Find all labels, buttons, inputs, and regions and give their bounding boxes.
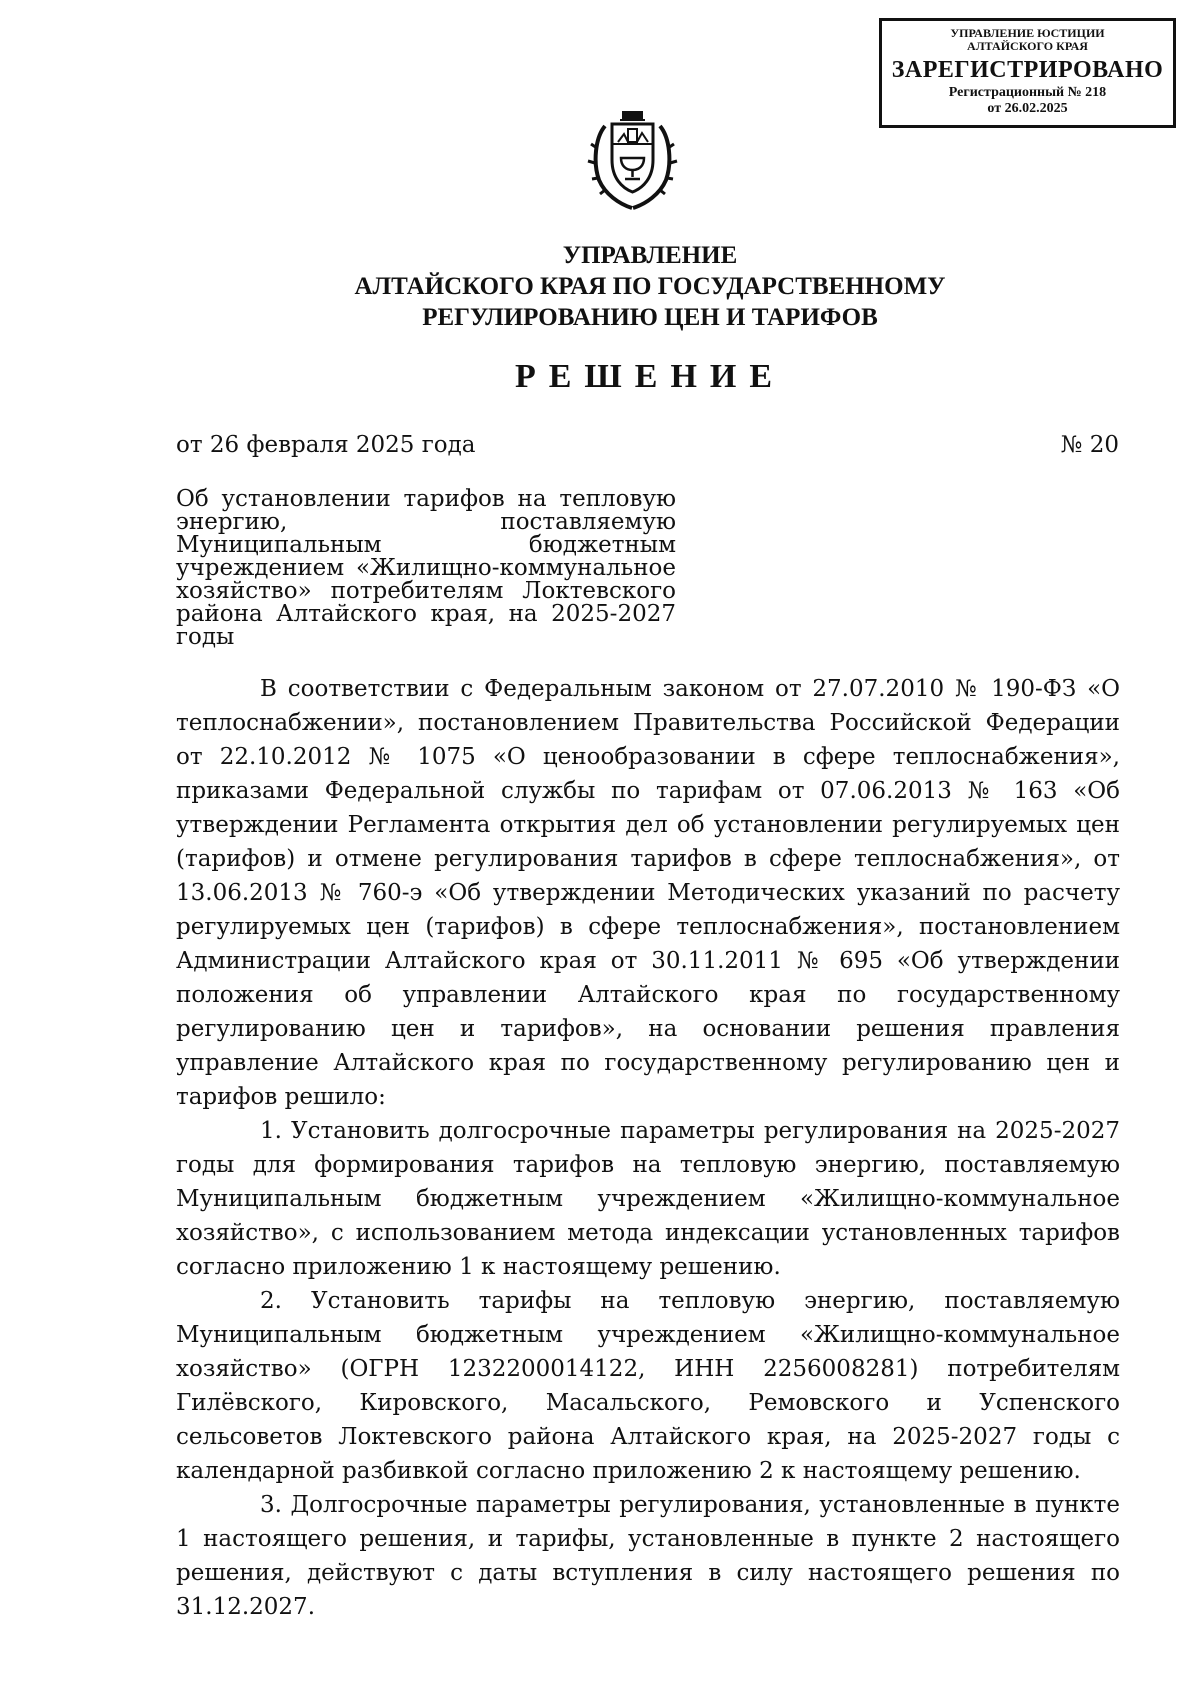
registration-stamp	[879, 18, 1176, 128]
document-title: РЕШЕНИЕ	[514, 358, 786, 395]
authority-line3: РЕГУЛИРОВАНИЮ ЦЕН И ТАРИФОВ	[422, 304, 878, 331]
document-body	[176, 672, 1120, 1624]
stamp-reg-number: Регистрационный № 218	[948, 85, 1107, 100]
stamp-authority-line1: УПРАВЛЕНИЕ ЮСТИЦИИ	[950, 26, 1105, 40]
clause-1: 1. Установить долгосрочные параметры регулирования на 2025-2027 годы для формирования тарифов на тепловую энергию, поставляемую Муниципальным бюджетным учреждением «Жилищно-коммунальное хозяйство», с использованием метода индексации установленных тарифов согласно приложению 1 к настоящему решению.	[176, 1118, 1120, 1280]
document-number: № 20	[1060, 432, 1119, 458]
issuing-authority	[150, 240, 1150, 333]
preamble-paragraph: В соответствии с Федеральным законом от 27.07.2010 № 190-ФЗ «О теплоснабжении», постановлением Правительства Российской Федерации от 22.10.2012 № 1075 «О ценообразовании в сфере теплоснабжения», приказами Федеральной службы по тарифам от 07.06.2013 № 163 «Об утверждении Регламента открытия дел об установлении регулируемых цен (тарифов) и отмене регулирования тарифов в сфере теплоснабжения», от 13.06.2013 № 760-э «Об утверждении Методических указаний по расчету регулируемых цен (тарифов) в сфере теплоснабжения», постановлением Администрации Алтайского края от 30.11.2011 № 695 «Об утверждении положения об управлении Алтайского края по государственному регулированию цен и тарифов», на основании решения правления управление Алтайского края по государственному регулированию цен и тарифов решило:	[176, 676, 1120, 1110]
authority-line2: АЛТАЙСКОГО КРАЯ ПО ГОСУДАРСТВЕННОМУ	[354, 273, 946, 300]
document-subject: Об установлении тарифов на тепловую энергию, поставляемую Муниципальным бюджетным учреждением «Жилищно-коммунальное хозяйство» потребителям Локтевского района Алтайского края, на 2025-2027 годы	[176, 486, 676, 650]
authority-line1: УПРАВЛЕНИЕ	[562, 242, 738, 269]
stamp-authority-line2: АЛТАЙСКОГО КРАЯ	[967, 39, 1088, 53]
coat-of-arms-icon	[585, 108, 680, 213]
clause-2: 2. Установить тарифы на тепловую энергию, поставляемую Муниципальным бюджетным учреждением «Жилищно-коммунальное хозяйство» (ОГРН 1232200014122, ИНН 2256008281) потребителям Гилёвского, Кировского, Масальского, Ремовского и Успенского сельсоветов Локтевского района Алтайского края, на 2025-2027 годы с календарной разбивкой согласно приложению 2 к настоящему решению.	[176, 1288, 1120, 1484]
clause-3: 3. Долгосрочные параметры регулирования, установленные в пункте 1 настоящего решения, и тарифы, установленные в пункте 2 настоящего решения, действуют с даты вступления в силу настоящего решения по 31.12.2027.	[176, 1492, 1120, 1620]
document-date: от 26 февраля 2025 года	[176, 432, 476, 458]
stamp-reg-date: от 26.02.2025	[987, 101, 1068, 116]
stamp-status: ЗАРЕГИСТРИРОВАНО	[891, 57, 1164, 83]
